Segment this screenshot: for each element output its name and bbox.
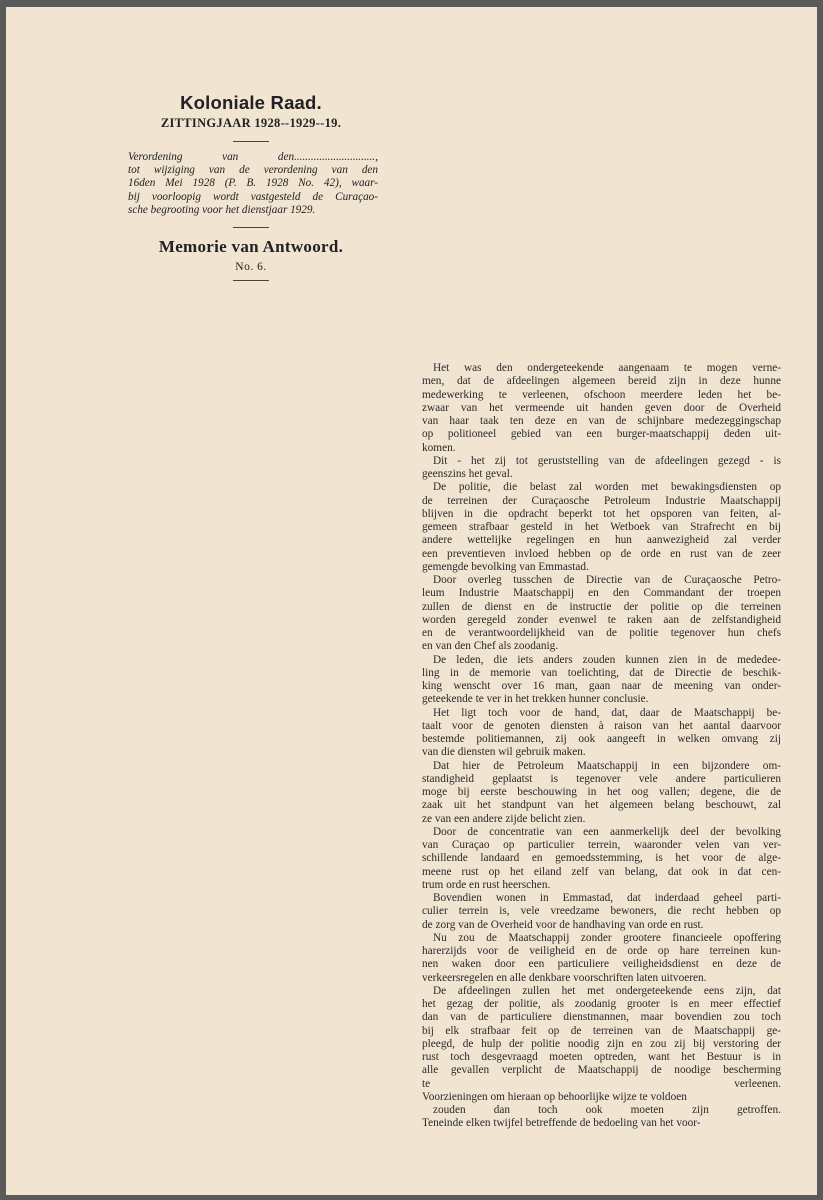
divider	[233, 227, 269, 228]
document-number: No. 6.	[235, 261, 267, 274]
body-line: verkeersregelen en alle denkbare voorschriften laten uitvoeren.	[422, 971, 707, 984]
body-line: worden geregeld zonder evenwel te raken aan de zelfstandigheid	[422, 613, 781, 626]
body-line: Nu zou de Maatschappij zonder grootere financieele opoffering	[433, 931, 781, 944]
body-line: culier terrein is, vele vreedzame bewoners, die recht hebben op	[422, 905, 781, 918]
body-line: Het ligt toch voor de hand, dat, daar de Maatschappij be-	[433, 706, 781, 719]
ordinance-line: tot wijziging van de verordening van den	[128, 164, 378, 177]
document-header	[116, 92, 386, 290]
body-line: Door overleg tusschen de Directie van de Curaçaosche Petro-	[433, 574, 781, 586]
body-line: nen waken door een particuliere veiligheidsdienst en deze de	[422, 958, 781, 971]
body-line: van haar taak ten deze en van de schijnbare medezeggingschap	[422, 415, 781, 427]
body-line: zouden dan toch ook moeten zijn getroffen.	[433, 1104, 781, 1116]
body-line: van Curaçao op particulier terrein, waaronder velen van ver-	[422, 839, 781, 851]
body-line: bij elk strafbaar feit op de terreinen van de Maatschappij ge-	[422, 1024, 781, 1037]
body-line: medewerking te verleenen, ofschoon meerdere leden het be-	[422, 388, 781, 401]
body-line: blijven in die opdracht beperkt tot het opsporen van feiten, al-	[422, 507, 781, 520]
body-line: te verleenen.	[422, 1077, 781, 1090]
body-line: gemeen strafbaar gesteld in het Wetboek van Strafrecht en bij	[422, 521, 781, 533]
body-line: Door de concentratie van een aanmerkelijk deel der bevolking	[433, 825, 781, 838]
body-line: en de verantwoordelijkheid van de politie tegenover hun chefs	[422, 627, 781, 639]
body-line: De leden, die iets anders zouden kunnen zien in de mededee-	[433, 653, 781, 666]
memorandum-body	[422, 362, 781, 1131]
session-year: ZITTINGJAAR 1928--1929--19.	[160, 116, 342, 130]
body-line: pleegd, de hulp der politie noodig zijn en zou zij bij verstoring der	[422, 1037, 781, 1050]
body-line: king wenscht over 16 man, gaan naar de meening van onder-	[422, 680, 781, 692]
body-line: geteekende te ver in het trekken hunner conclusie.	[422, 693, 649, 706]
body-line: men, dat de afdeelingen algemeen bereid zijn in deze hunne	[422, 375, 781, 388]
body-line: De afdeelingen zullen het met ondergeteekende eens zijn, dat	[433, 984, 781, 997]
body-line: bestemde politiemannen, zij ook aangeeft in welken omvang zij	[422, 733, 781, 745]
ordinance-description	[116, 151, 386, 217]
body-line: Teneinde elken twijfel betreffende de bedoeling van het voor-	[422, 1117, 701, 1130]
body-line: gemengde bevolking van Emmastad.	[422, 560, 589, 573]
body-line: Dit - het zij tot geruststelling van de afdeelingen gezegd - is	[433, 454, 781, 467]
body-line: zullen de dienst en de instructie der politie op die terreinen	[422, 600, 781, 613]
body-line: De politie, die belast zal worden met bewakingsdiensten op	[433, 481, 781, 494]
body-line: de terreinen der Curaçaosche Petroleum Industrie Maatschappij	[422, 494, 781, 507]
body-line: harerzijds voor de veiligheid en de orde op hare terreinen kun-	[422, 945, 781, 957]
body-line: schillende landaard en gemoedsstemming, is het voor de alge-	[422, 852, 781, 865]
body-line: trum orde en rust heerschen.	[422, 878, 551, 891]
body-line: zwaar van het vermeende uit handen geven door de Overheid	[422, 401, 781, 414]
body-line: de zorg van de Overheid voor de handhaving van orde en rust.	[422, 918, 704, 931]
body-line: Het was den ondergeteekende aangenaam te mogen verne-	[433, 362, 781, 374]
body-line: en van den Chef als zoodanig.	[422, 640, 559, 653]
divider	[233, 280, 269, 281]
body-line: rust toch desgevraagd moeten optreden, want het Bestuur is in	[422, 1051, 781, 1063]
body-line: Dat hier de Petroleum Maatschappij in een bijzondere om-	[433, 759, 781, 772]
body-line: andere wettelijke regelingen en hun aanwezigheid zal verder	[422, 534, 781, 547]
body-line: meene rust op het eiland zelf van belang, dat ook in dat cen-	[422, 865, 781, 878]
body-line: Bovendien wonen in Emmastad, dat inderdaad geheel parti-	[433, 892, 781, 904]
body-line: een preventieven invloed hebben op de orde en rust van de zeer	[422, 547, 781, 560]
body-line: dan van de particuliere dienstmannen, maar bovendien zou toch	[422, 1011, 781, 1024]
body-line: komen.	[422, 441, 456, 454]
ordinance-line: bij voorloopig wordt vastgesteld de Curaçao-	[128, 190, 378, 203]
body-line: moge bij eerste beschouwing in het oog vallen; degene, die de	[422, 786, 781, 798]
body-line: van die diensten wil gebruik maken.	[422, 746, 586, 759]
body-line: op politioneel gebied van een burger-maatschappij deden uit-	[422, 428, 781, 441]
document-page	[6, 7, 817, 1195]
ordinance-line: Verordening van den.............................,	[128, 151, 378, 163]
body-line: ze van een andere zijde belicht zien.	[422, 812, 586, 825]
council-title: Koloniale Raad.	[180, 92, 322, 113]
body-line: Voorzieningen om hieraan op behoorlijke wijze te voldoen	[422, 1090, 687, 1103]
body-line: alle gevallen verplicht de Maatschappij de noodige bescherming	[422, 1064, 781, 1077]
ordinance-line: 16den Mei 1928 (P. B. 1928 No. 42), waar-	[128, 177, 378, 190]
body-line: ling in de memorie van toelichting, dat de Directie de beschik-	[422, 666, 781, 679]
body-line: standigheid geplaatst is tegenover vele andere particulieren	[422, 772, 781, 785]
body-line: het gezag der politie, als zoodanig grooter is en meer effectief	[422, 998, 781, 1010]
body-line: taalt voor de genoten diensten à raison van het aantal daarvoor	[422, 719, 781, 732]
body-line: geenszins het geval.	[422, 468, 513, 480]
ordinance-line: sche begrooting voor het dienstjaar 1929.	[128, 203, 316, 216]
body-line: zaak uit het standpunt van het algemeen belang beschouwt, zal	[422, 799, 781, 812]
divider	[233, 141, 269, 142]
document-type-heading: Memorie van Antwoord.	[158, 237, 344, 257]
body-line: leum Industrie Maatschappij en den Commandant der troepen	[422, 587, 781, 600]
